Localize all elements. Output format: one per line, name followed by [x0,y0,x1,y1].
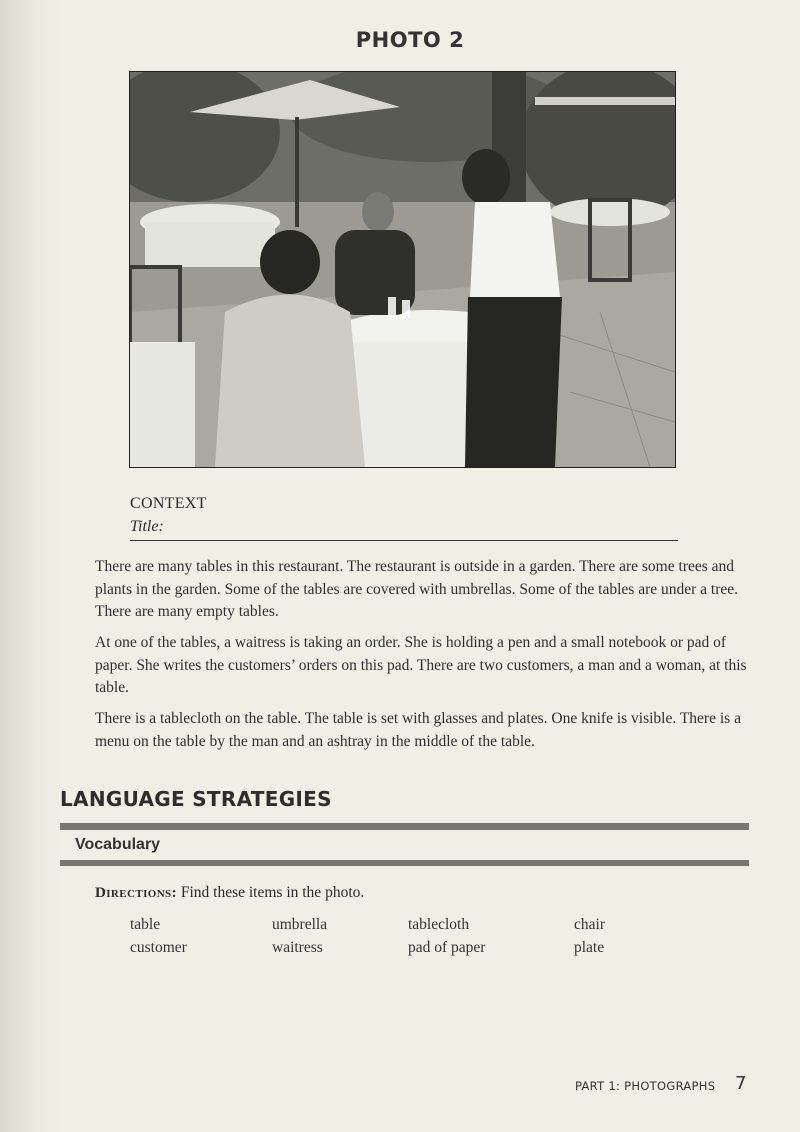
directions [95,884,364,902]
paragraph-3: There is a tablecloth on the table. The table is set with glasses and plates. One knife is visible. There is a menu on the table by the man and an ashtray in the middle of the table. [95,710,741,750]
title-answer-line [130,540,678,541]
footer-section-label: PART 1: PHOTOGRAPHS [575,1079,716,1093]
page-heading: PHOTO 2 [355,28,465,52]
paragraph-1: There are many tables in this restaurant. The restaurant is outside in a garden. There are some trees and plants in the garden. Some of the tables are covered with umbrellas. Some of the tables are under a tree. There are many empty tables. [95,558,739,620]
vocabulary-item: waitress [272,939,323,956]
restaurant-photo [129,71,676,468]
page-binding-shadow [0,0,60,1132]
context-label: CONTEXT [130,495,207,512]
vocabulary-item: plate [574,939,605,956]
vocabulary-item: pad of paper [408,939,486,956]
vocabulary-title: Vocabulary [75,836,161,853]
paragraph-2: At one of the tables, a waitress is taking an order. She is holding a pen and a small notebook or pad of paper. She writes the customers’ orders on this pad. There are two customers, a man and a woman, at this table. [95,634,747,696]
vocabulary-item: chair [574,916,605,933]
directions-text: Find these items in the photo. [180,884,365,901]
vocabulary-item: umbrella [272,916,328,933]
directions-label: Directions: [95,885,177,901]
vocabulary-list [130,914,650,959]
page-number: 7 [735,1073,747,1094]
section-title: LANGUAGE STRATEGIES [60,787,332,811]
section-rule-bottom [60,860,749,866]
section-rule-top [60,823,749,830]
vocabulary-item: tablecloth [408,916,470,933]
vocabulary-item: customer [130,939,187,956]
title-label: Title: [130,518,164,535]
vocabulary-item: table [130,916,161,933]
